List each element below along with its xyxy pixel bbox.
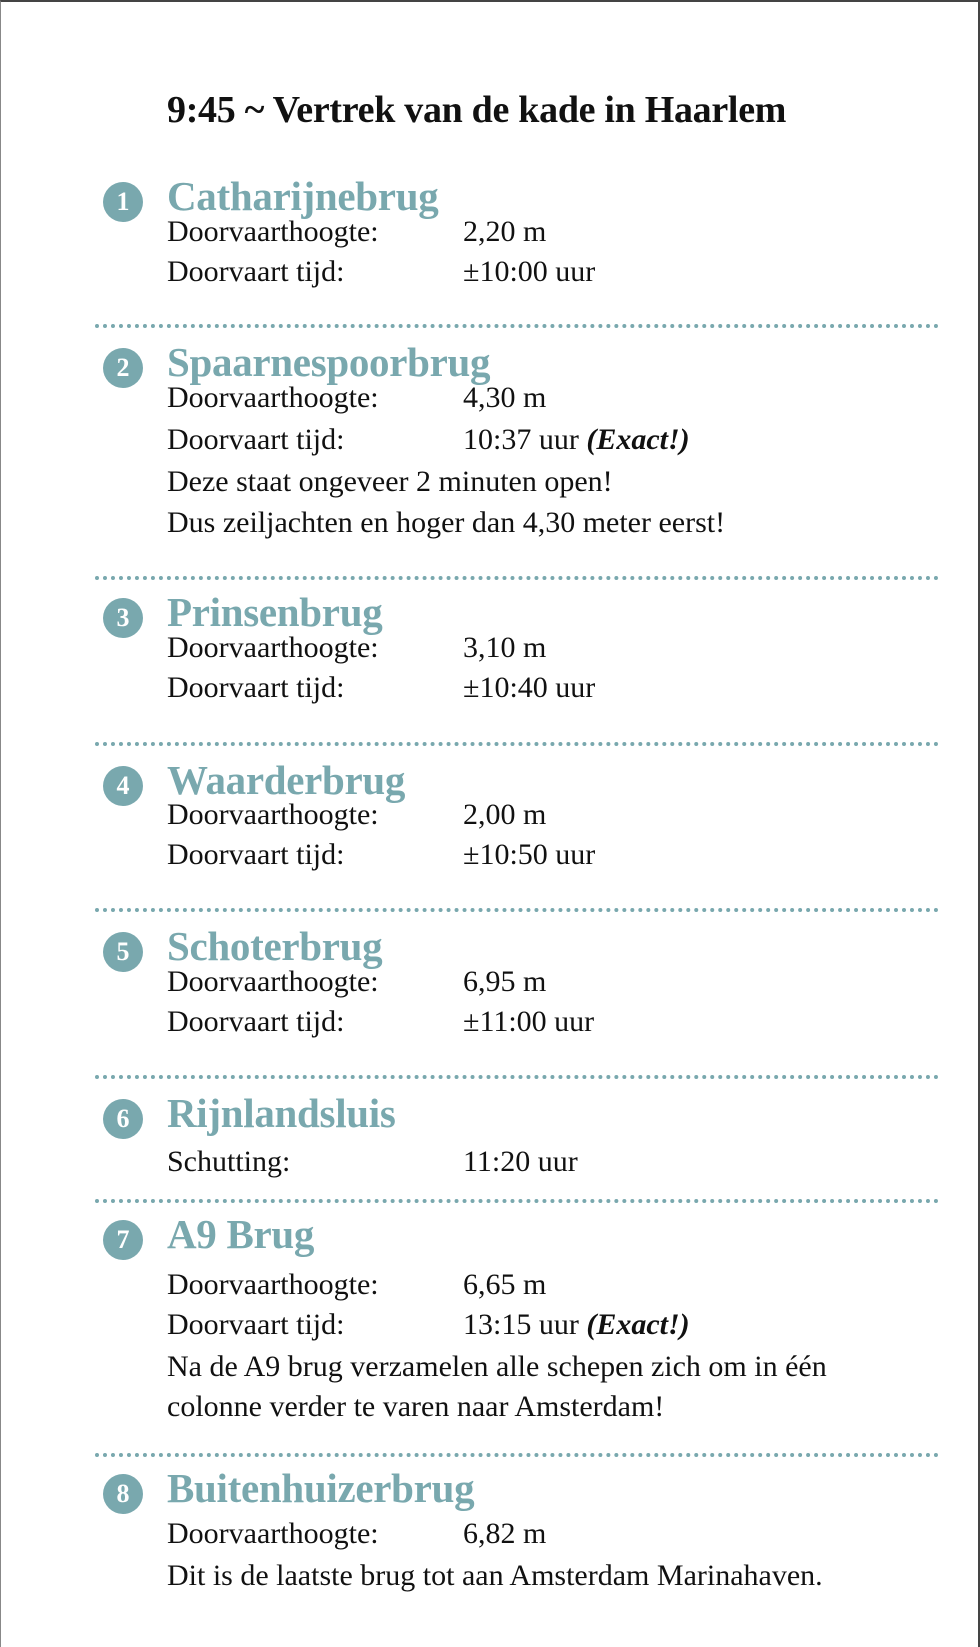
row-label: Doorvaarthoogte: [167,1268,379,1301]
stop-number-badge: 6 [103,1099,143,1139]
row-value-group [463,1308,690,1342]
row-value-group [463,423,690,457]
stop-note: Dus zeiljachten en hoger dan 4,30 meter eerst! [167,506,726,539]
stop-number-badge: 2 [103,348,143,388]
dotted-divider [95,1075,939,1079]
row-value: 11:20 uur [463,1145,578,1178]
dotted-divider [95,1199,939,1203]
row-label: Doorvaart tijd: [167,255,345,288]
row-value: 6,65 m [463,1268,547,1301]
info-row [167,1145,578,1179]
row-value: 10:37 uur [463,423,579,456]
stop-number-badge: 7 [103,1220,143,1260]
stop-note: colonne verder te varen naar Amsterdam! [167,1390,665,1423]
row-value: 6,82 m [463,1517,547,1550]
row-label: Doorvaart tijd: [167,838,345,871]
info-row [167,1308,690,1342]
row-value: 4,30 m [463,381,547,414]
info-row [167,671,596,705]
row-value: 2,20 m [463,215,547,248]
dotted-divider [95,742,939,746]
row-label: Doorvaarthoogte: [167,215,379,248]
stop-number-badge: 1 [103,182,143,222]
stop-name: Spaarnespoorbrug [167,339,491,385]
stop-note: Dit is de laatste brug tot aan Amsterdam Marinahaven. [167,1559,823,1592]
row-label: Doorvaarthoogte: [167,631,379,664]
stop-name: Schoterbrug [167,923,383,969]
row-label: Doorvaarthoogte: [167,381,379,414]
stop-name: A9 Brug [167,1211,315,1257]
info-row [167,215,547,249]
info-row [167,798,547,832]
stop-number-badge: 4 [103,766,143,806]
row-label: Doorvaart tijd: [167,423,345,456]
row-label: Doorvaart tijd: [167,1308,345,1341]
info-row [167,838,596,872]
exact-note: (Exact!) [586,423,690,456]
info-row [167,1005,595,1039]
stop-name: Waarderbrug [167,757,406,803]
row-value: 2,00 m [463,798,547,831]
row-label: Doorvaarthoogte: [167,1517,379,1550]
row-value: ±10:50 uur [463,838,596,871]
stop-number-badge: 8 [103,1474,143,1514]
dotted-divider [95,908,939,912]
dotted-divider [95,324,939,328]
row-label: Schutting: [167,1145,291,1178]
info-row [167,965,547,999]
dotted-divider [95,1453,939,1457]
row-value: ±10:40 uur [463,671,596,704]
stop-number-badge: 5 [103,932,143,972]
row-label: Doorvaart tijd: [167,1005,345,1038]
info-row [167,631,547,665]
info-row [167,381,547,415]
row-value: 3,10 m [463,631,547,664]
row-label: Doorvaarthoogte: [167,965,379,998]
dotted-divider [95,576,939,580]
info-row [167,1517,547,1551]
row-label: Doorvaart tijd: [167,671,345,704]
stop-name: Rijnlandsluis [167,1090,396,1136]
stop-number-badge: 3 [103,598,143,638]
row-value: 6,95 m [463,965,547,998]
stop-name: Prinsenbrug [167,589,383,635]
info-row [167,255,596,289]
row-value: 13:15 uur [463,1308,579,1341]
stop-note: Na de A9 brug verzamelen alle schepen zich om in één [167,1350,827,1383]
stop-name: Catharijnebrug [167,173,439,219]
row-label: Doorvaarthoogte: [167,798,379,831]
stop-note: Deze staat ongeveer 2 minuten open! [167,465,613,498]
stop-name: Buitenhuizerbrug [167,1465,475,1511]
info-row [167,1268,547,1302]
page-title: 9:45 ~ Vertrek van de kade in Haarlem [167,89,787,131]
info-row [167,423,690,457]
row-value: ±10:00 uur [463,255,596,288]
exact-note: (Exact!) [586,1308,690,1341]
row-value: ±11:00 uur [463,1005,595,1038]
